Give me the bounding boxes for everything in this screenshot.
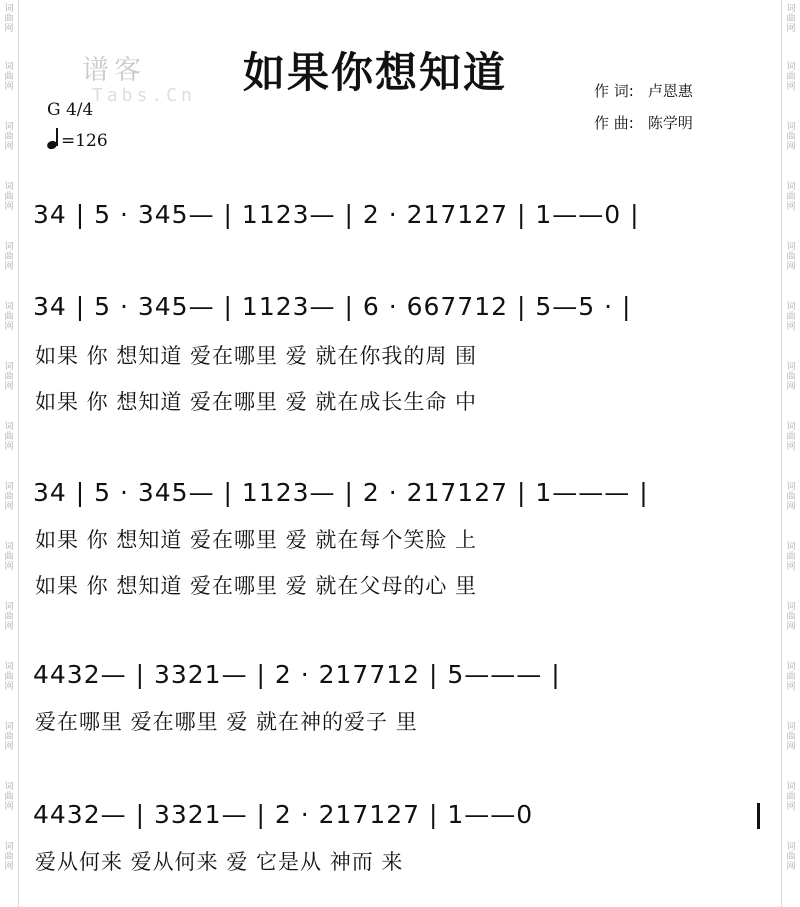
side-watermark: 词曲网 [4, 662, 14, 692]
composer-label: 作 曲: [594, 114, 634, 132]
lyricist-credit [594, 80, 693, 101]
final-barline [757, 803, 760, 829]
side-watermark: 词曲网 [4, 122, 14, 152]
side-watermark: 词曲网 [786, 182, 796, 212]
lyric-line: 如果 你 想知道 爱在哪里 爱 就在父母的心 里 [35, 574, 478, 598]
site-logo-text: 谱客 [82, 55, 146, 86]
lyric-line: 如果 你 想知道 爱在哪里 爱 就在每个笑脸 上 [35, 528, 478, 552]
side-watermark: 词曲网 [4, 302, 14, 332]
side-watermark: 词曲网 [4, 542, 14, 572]
left-watermark-strip [0, 0, 19, 907]
side-watermark: 词曲网 [786, 602, 796, 632]
tempo-marking [47, 131, 108, 151]
key-signature: G 4/4 [47, 100, 94, 120]
side-watermark: 词曲网 [786, 362, 796, 392]
side-watermark: 词曲网 [786, 122, 796, 152]
side-watermark: 词曲网 [4, 4, 14, 34]
quarter-note-icon [47, 131, 61, 149]
side-watermark: 词曲网 [4, 362, 14, 392]
lyric-line: 爱从何来 爱从何来 爱 它是从 神而 来 [35, 850, 404, 874]
score-notes-line: 34 | 5 · 345— | 1123— | 2 · 217127 | 1——0 | [33, 200, 640, 229]
lyricist-name: 卢恩惠 [647, 82, 693, 100]
tempo-value: =126 [61, 131, 108, 151]
side-watermark: 词曲网 [786, 62, 796, 92]
side-watermark: 词曲网 [4, 422, 14, 452]
side-watermark: 词曲网 [786, 422, 796, 452]
side-watermark: 词曲网 [786, 542, 796, 572]
side-watermark: 词曲网 [786, 842, 796, 872]
side-watermark: 词曲网 [786, 722, 796, 752]
score-notes-line: 34 | 5 · 345— | 1123— | 2 · 217127 | 1——— | [33, 478, 649, 507]
side-watermark: 词曲网 [786, 482, 796, 512]
site-logo-url: Tabs.Cn [92, 85, 196, 106]
side-watermark: 词曲网 [786, 242, 796, 272]
side-watermark: 词曲网 [786, 302, 796, 332]
score-notes-line: 4432— | 3321— | 2 · 217127 | 1——0 [33, 800, 534, 829]
lyric-line: 爱在哪里 爱在哪里 爱 就在神的爱子 里 [35, 710, 418, 734]
lyricist-label: 作 词: [594, 82, 634, 100]
composer-name: 陈学明 [647, 114, 693, 132]
side-watermark: 词曲网 [4, 242, 14, 272]
side-watermark: 词曲网 [4, 62, 14, 92]
song-title: 如果你想知道 [243, 48, 508, 97]
side-watermark: 词曲网 [786, 4, 796, 34]
lyric-line: 如果 你 想知道 爱在哪里 爱 就在你我的周 围 [35, 344, 478, 368]
side-watermark: 词曲网 [4, 182, 14, 212]
score-notes-line: 34 | 5 · 345— | 1123— | 6 · 667712 | 5—5 · | [33, 292, 632, 321]
right-watermark-strip [781, 0, 800, 907]
side-watermark: 词曲网 [4, 482, 14, 512]
composer-credit [594, 112, 693, 133]
side-watermark: 词曲网 [4, 722, 14, 752]
side-watermark: 词曲网 [786, 662, 796, 692]
side-watermark: 词曲网 [4, 602, 14, 632]
score-notes-line: 4432— | 3321— | 2 · 217712 | 5——— | [33, 660, 561, 689]
side-watermark: 词曲网 [4, 842, 14, 872]
side-watermark: 词曲网 [4, 782, 14, 812]
lyric-line: 如果 你 想知道 爱在哪里 爱 就在成长生命 中 [35, 390, 478, 414]
side-watermark: 词曲网 [786, 782, 796, 812]
